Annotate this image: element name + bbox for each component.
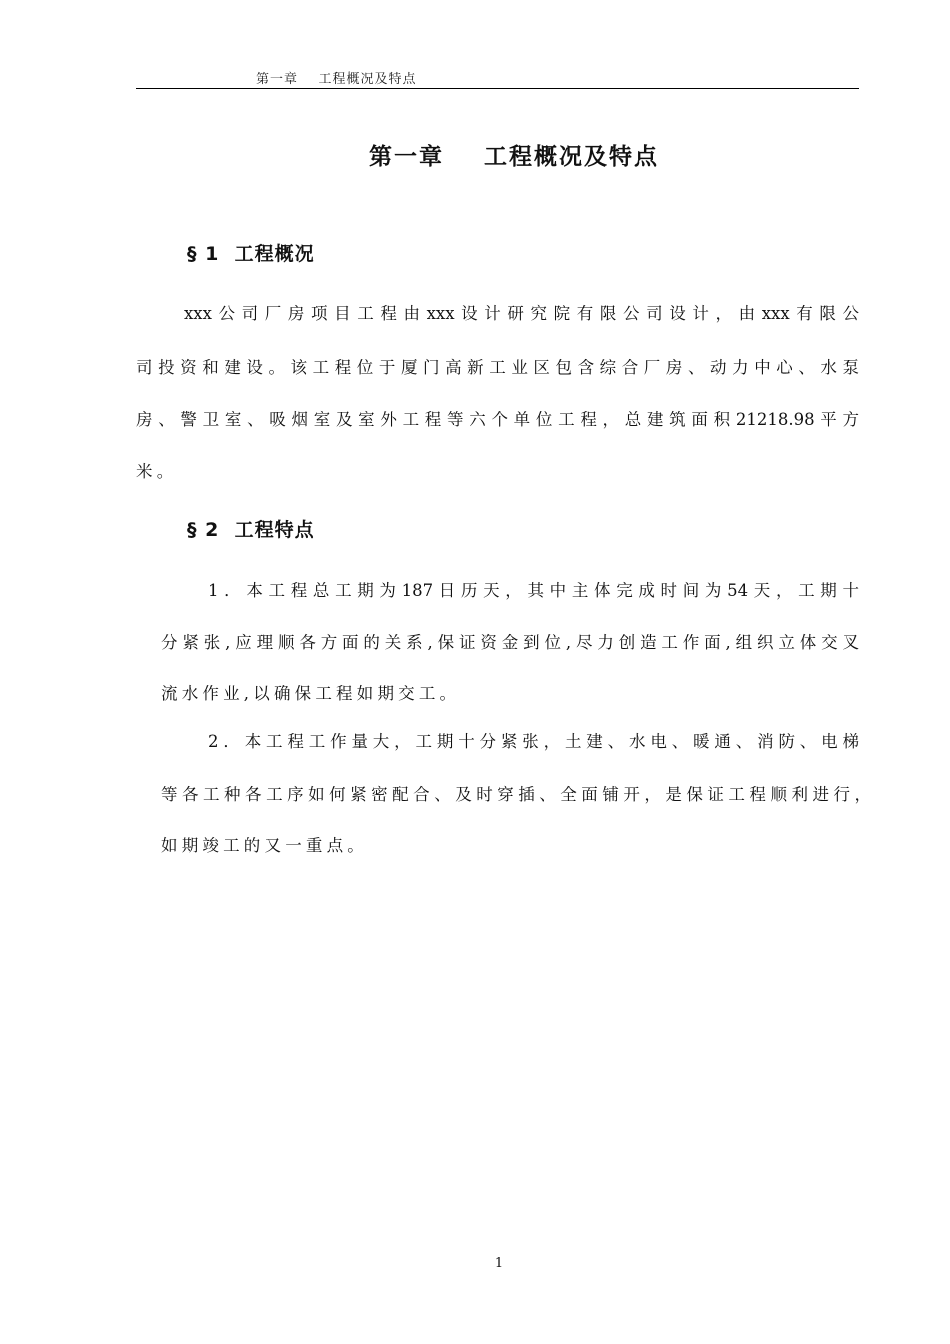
page-header <box>136 66 859 89</box>
paragraph-line: xxx公司厂房项目工程由xxx设计研究院有限公司设计，由xxx有限公 <box>184 304 859 323</box>
paragraph-line: 2．本工程工作量大，工期十分紧张，土建、水电、暖通、消防、电梯 <box>208 732 859 751</box>
paragraph-line: 司投资和建设。该工程位于厦门高新工业区包含综合厂房、动力中心、水泵 <box>136 358 859 377</box>
chapter-title: 第一章 工程概况及特点 <box>368 144 660 170</box>
section-heading-overview: § 1 工程概况 <box>187 243 315 265</box>
paragraph-line: 流水作业,以确保工程如期交工。 <box>161 684 461 703</box>
running-title: 第一章 工程概况及特点 <box>256 72 417 87</box>
paragraph-line: 分紧张,应理顺各方面的关系,保证资金到位,尽力创造工作面,组织立体交叉 <box>161 633 859 652</box>
page-number: 1 <box>494 1256 504 1271</box>
paragraph-line: 1．本工程总工期为187日历天，其中主体完成时间为54天，工期十 <box>208 581 859 600</box>
paragraph-line: 房、警卫室、吸烟室及室外工程等六个单位工程，总建筑面积21218.98平方 <box>136 410 859 429</box>
section-heading-features: § 2 工程特点 <box>187 519 315 541</box>
paragraph-line: 米。 <box>136 462 178 481</box>
paragraph-line: 如期竣工的又一重点。 <box>161 836 368 855</box>
paragraph-line: 等各工种各工序如何紧密配合、及时穿插、全面铺开，是保证工程顺利进行， <box>161 785 871 804</box>
